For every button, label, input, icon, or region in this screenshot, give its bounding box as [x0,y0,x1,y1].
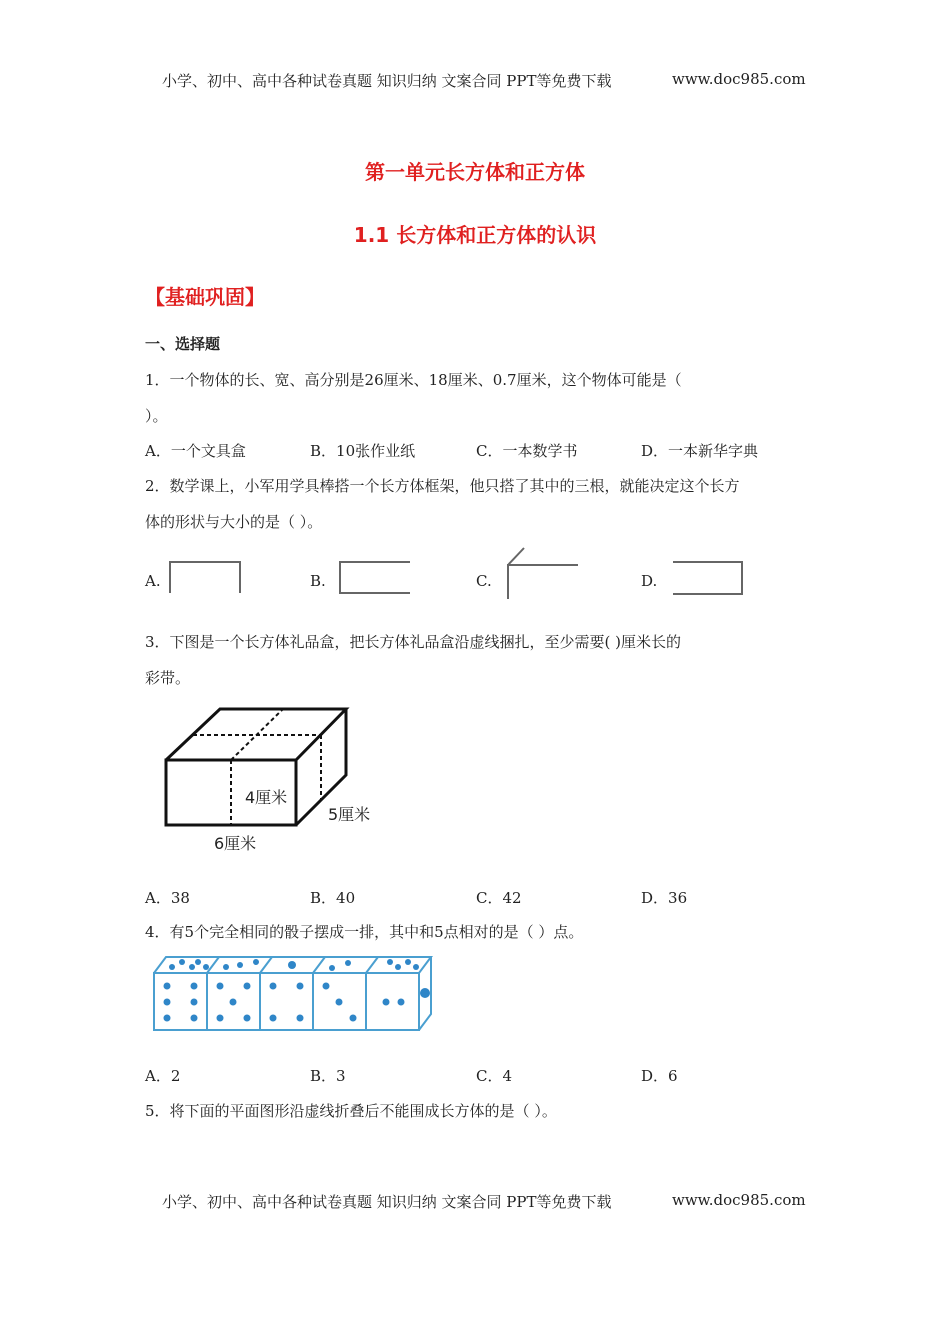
q2-option-d-figure[interactable] [668,558,748,598]
q1-text: 1．一个物体的长、宽、高分别是26厘米、18厘米、0.7厘米，这个物体可能是（ [145,371,682,389]
header-text: 小学、初中、高中各种试卷真题 知识归纳 文案合同 PPT等免费下载 [162,72,612,90]
q2-option-c-label[interactable]: C. [476,572,492,590]
part-title: 一、选择题 [145,335,221,353]
footer-site: www.doc985.com [672,1191,806,1209]
q3-option-c[interactable]: C．42 [476,889,522,907]
q4-text: 4．有5个完全相同的骰子摆成一排，其中和5点相对的是（ ）点。 [145,923,584,941]
q3-text-cont: 彩带。 [145,669,191,687]
q3-text: 3．下图是一个长方体礼品盒，把长方体礼品盒沿虚线捆扎，至少需要( )厘米长的 [145,633,682,651]
footer-text: 小学、初中、高中各种试卷真题 知识归纳 文案合同 PPT等免费下载 [162,1193,612,1211]
q2-option-d-label[interactable]: D. [641,572,658,590]
lesson-title: 1.1 长方体和正方体的认识 [353,223,597,247]
q5-text: 5．将下面的平面图形沿虚线折叠后不能围成长方体的是（ ）。 [145,1102,557,1120]
q3-option-a[interactable]: A．38 [145,889,190,907]
q2-text-cont: 体的形状与大小的是（ ）。 [145,513,323,531]
q1-option-b[interactable]: B．10张作业纸 [310,442,416,460]
q1-option-d[interactable]: D．一本新华字典 [641,442,759,460]
gift-box-figure [160,705,390,855]
label-length: 6厘米 [214,834,257,853]
section-title: 【基础巩固】 [145,285,265,309]
q2-text: 2．数学课上，小军用学具棒搭一个长方体框架，他只搭了其中的三根，就能决定这个长方 [145,477,740,495]
q2-option-c-figure[interactable] [500,545,580,600]
q4-option-d[interactable]: D．6 [641,1067,678,1085]
q4-option-a[interactable]: A．2 [145,1067,181,1085]
label-height: 4厘米 [245,788,288,807]
q4-option-c[interactable]: C．4 [476,1067,513,1085]
header-site: www.doc985.com [672,70,806,88]
q1-option-c[interactable]: C．一本数学书 [476,442,578,460]
q2-option-b-label[interactable]: B. [310,572,326,590]
q2-option-a-label[interactable]: A. [145,572,161,590]
q3-option-d[interactable]: D．36 [641,889,688,907]
q2-option-b-figure[interactable] [335,558,415,598]
q4-option-b[interactable]: B．3 [310,1067,346,1085]
unit-title: 第一单元长方体和正方体 [365,160,585,184]
label-depth: 5厘米 [328,805,371,824]
q2-option-a-figure[interactable] [165,558,245,598]
q1-text-cont: ）。 [145,407,168,425]
dice-row-figure [152,955,442,1035]
q1-option-a[interactable]: A．一个文具盒 [145,442,246,460]
q3-option-b[interactable]: B．40 [310,889,356,907]
